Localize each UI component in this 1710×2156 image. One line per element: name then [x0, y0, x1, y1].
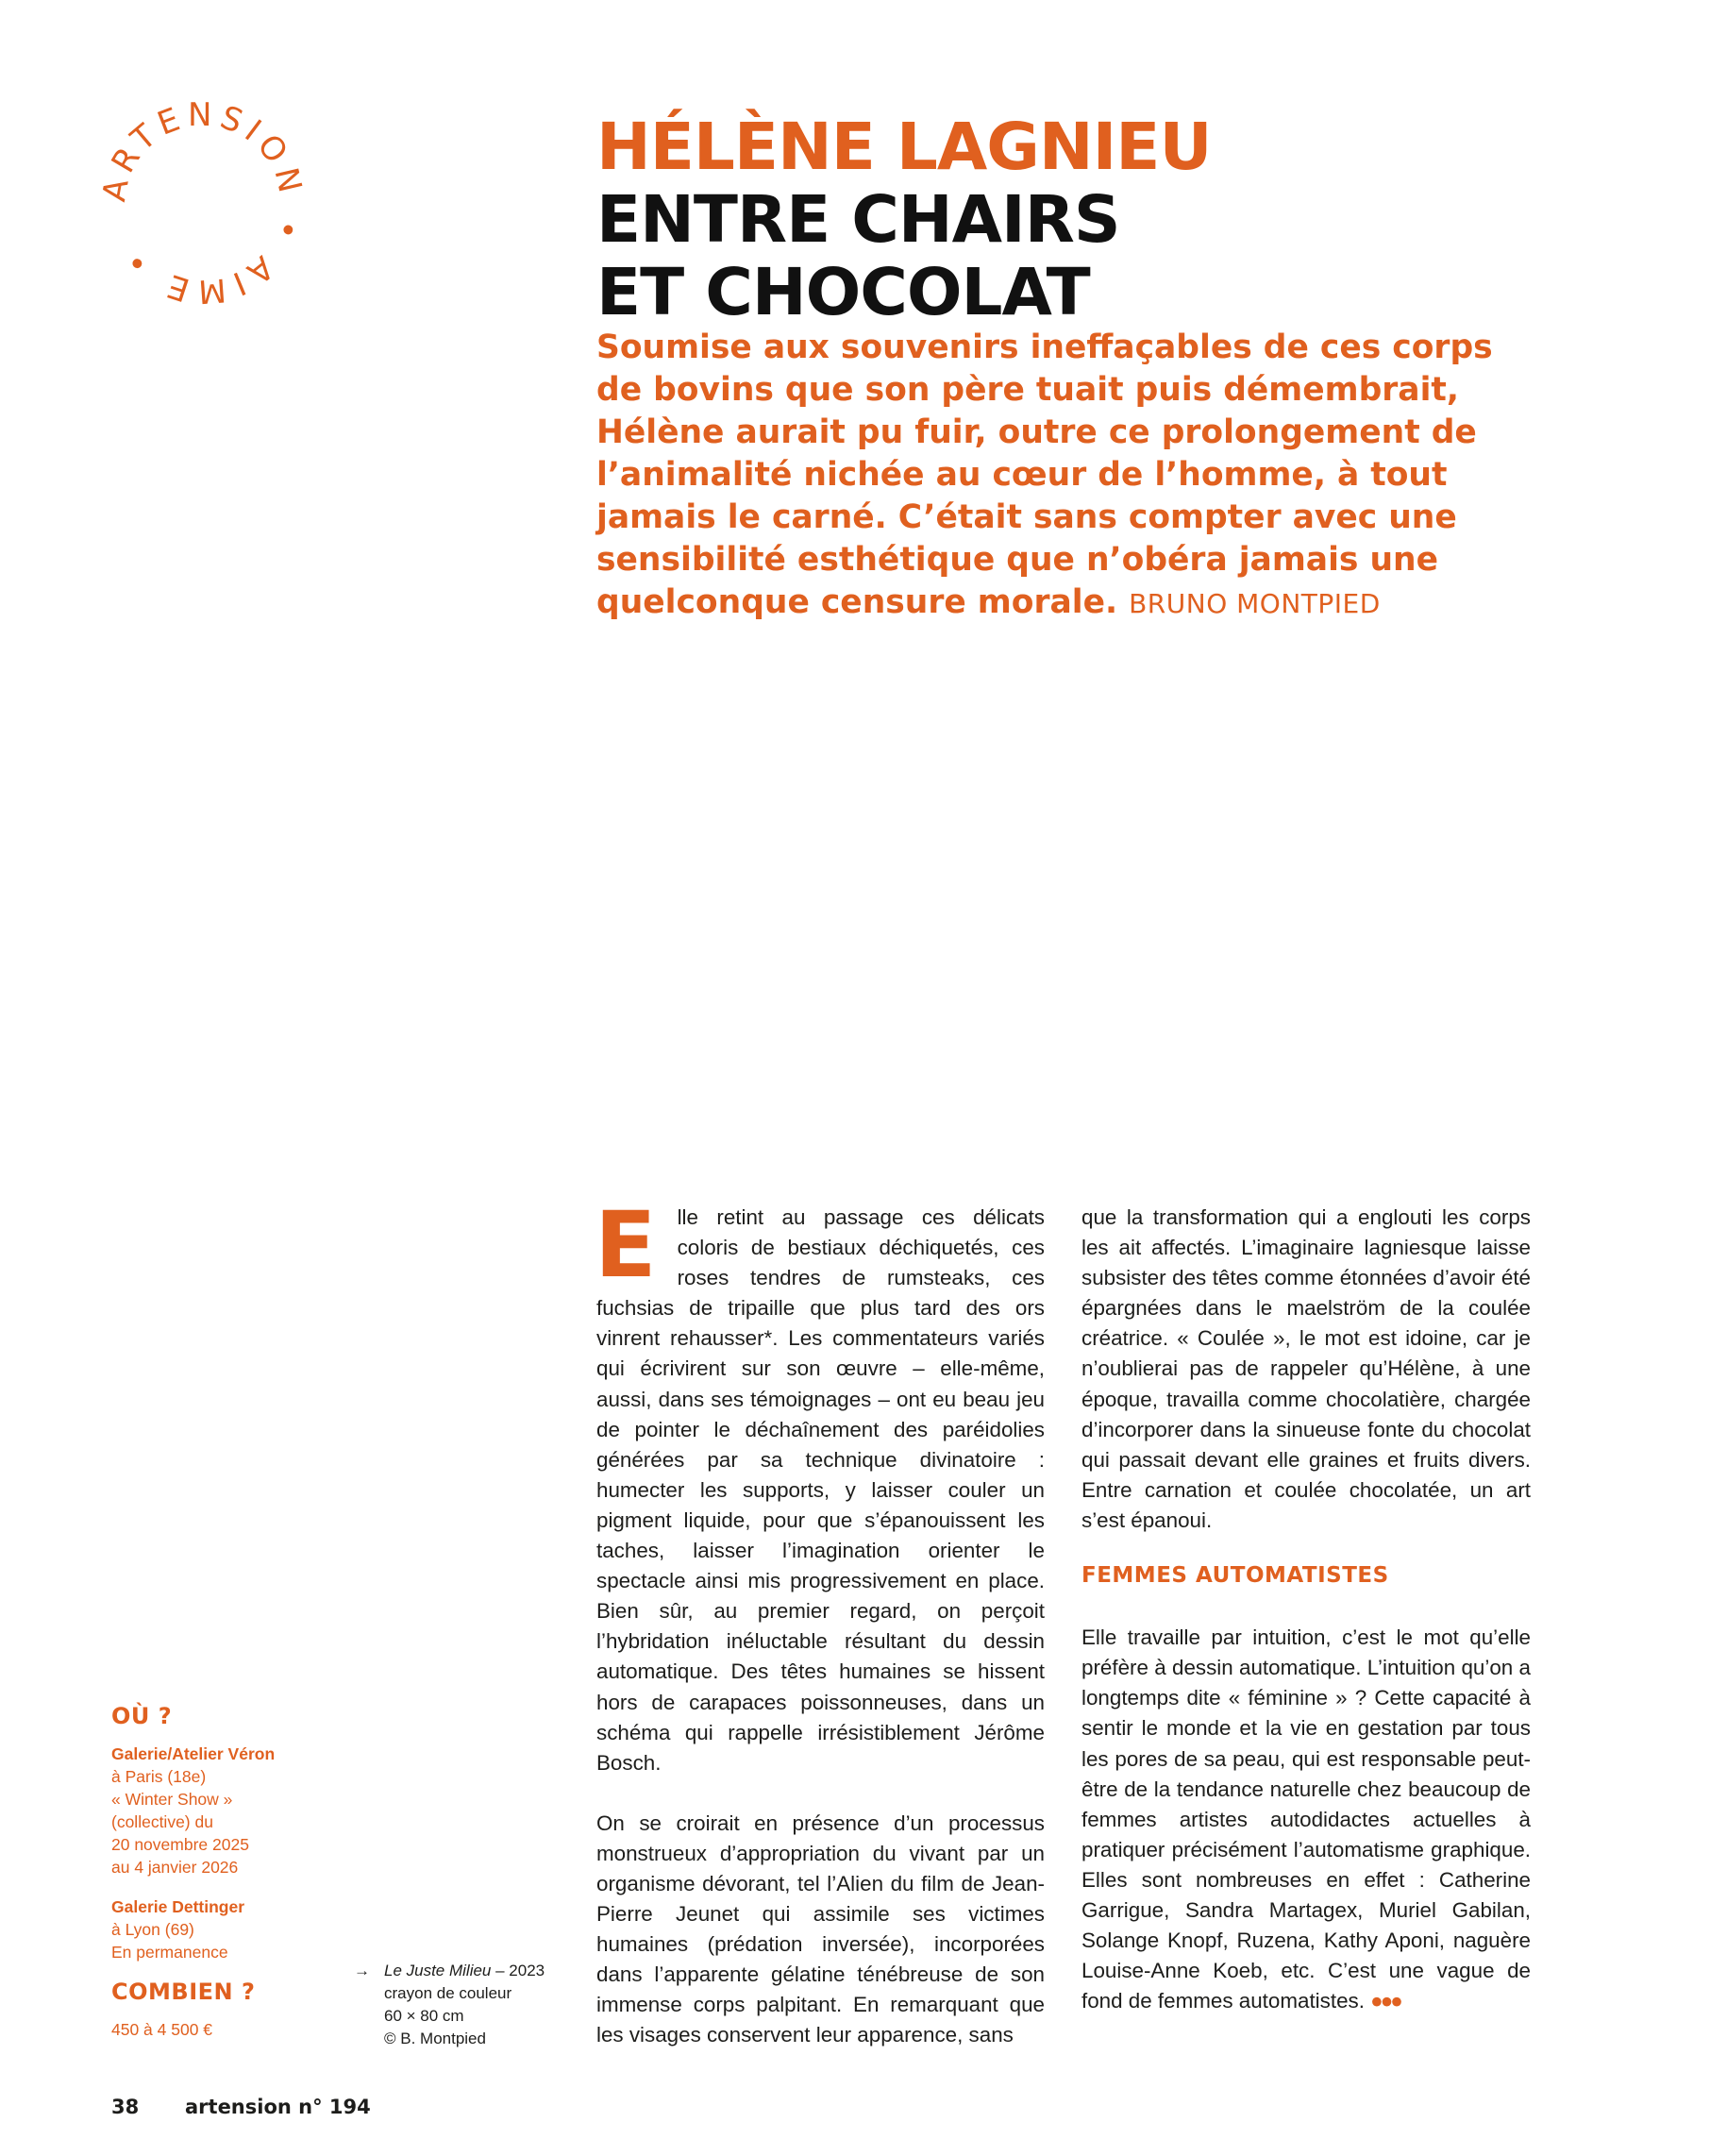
paragraph-1-text: lle retint au passage ces délicats coloris de bestiaux déchiquetés, ces roses tendres de rumsteaks, ces fuchsias de tripaille que plus tard des ors vinrent rehausser*. Les commentateurs variés qui écrivirent sur son œuvre – elle-même, aussi, dans ses témoignages – ont eu beau jeu de pointer le déchaînement des paréidolies générées par sa technique divinatoire : humecter les supports, y laisser couler un pigment liquide, pour que s’épanouissent les taches, laisser l’imagination orienter le spectacle ainsi mis progressivement en place. Bien sûr, au premier regard, on perçoit l’hybridation inéluctable résultant du dessin automatique. Des têtes humaines se hissent hors de carapaces poissonneuses, dans un schéma qui rappelle irrésistiblement Jérôme Bosch. — [596, 1205, 1045, 1775]
venue-1-line: (collective) du — [111, 1812, 213, 1831]
standfirst-text: Soumise aux souvenirs ineffaçables de ces corps de bovins que son père tuait puis démembrait, Hélène aurait pu fuir, outre ce prolongement de l’animalité nichée au cœur de l’homme, à tout jamais le carné. C’était sans compter avec une sensibilité esthétique que n’obéra jamais une quelconque censure morale. — [596, 328, 1493, 621]
headline-line-2: ENTRE CHAIRS — [596, 182, 1120, 258]
info-where — [111, 1703, 338, 2041]
logo-text: ARTENSION • AIME • — [95, 95, 310, 312]
caption-dimensions: 60 × 80 cm — [384, 2007, 464, 2025]
arrow-right-icon: → — [354, 1962, 370, 1979]
article-column-1 — [595, 1192, 1045, 2051]
standfirst — [596, 327, 1540, 625]
caption-credit: © B. Montpied — [384, 2030, 486, 2047]
venue-1-line: « Winter Show » — [111, 1790, 233, 1809]
price-title: COMBIEN ? — [111, 1979, 256, 2005]
venue-1-line: au 4 janvier 2026 — [111, 1858, 239, 1877]
magazine-issue: artension n° 194 — [185, 2096, 371, 2118]
caption-title: Le Juste Milieu — [384, 1962, 492, 1979]
drop-cap: E — [595, 1192, 657, 1298]
caption-title-line — [384, 1960, 580, 1982]
paragraph-1 — [595, 1192, 1045, 1778]
venue-1-name: Galerie/Atelier Véron — [111, 1744, 276, 1763]
image-caption — [354, 1960, 580, 2050]
price-range: 450 à 4 500 € — [111, 2020, 213, 2039]
venue-1-line: à Paris (18e) — [111, 1767, 207, 1786]
end-mark-icon: ●●● — [1370, 1989, 1400, 2013]
paragraph-4 — [1081, 1623, 1531, 2016]
where-title: OÙ ? — [111, 1703, 173, 1729]
article-column-2 — [1081, 1203, 1531, 2016]
venue-2-line: En permanence — [111, 1943, 228, 1962]
paragraph-2: On se croirait en présence d’un processus monstrueux d’appropriation du vivant par un organisme dévorant, tel l’Alien du film de Jean-Pierre Jeunet qui assimile ses victimes humaines (prédation inversée), incorporées dans l’apparente gélatine ténébreuse de son immense corps palpitant. En remarquant que les visages conservent leur apparence, sans — [596, 1811, 1045, 2047]
author-byline: BRUNO MONTPIED — [1129, 588, 1381, 619]
headline-line-3: ET CHOCOLAT — [596, 255, 1090, 330]
paragraph-4-text: Elle travaille par intuition, c’est le mot qu’elle préfère à dessin automatique. L’intuition qu’on a longtemps dite « féminine » ? Cette capacité à sentir le monde et la vie en gestation par tous les pores de sa peau, qui est responsable peut-être de la tendance naturelle chez beaucoup de femmes artistes autodidactes actuelles à pratiquer précisément l’automatisme graphique. Elles sont nombreuses en effet : Catherine Garrigue, Sandra Martagex, Muriel Gabilan, Solange Knopf, Ruzena, Kathy Aponi, naguère Louise-Anne Koeb, etc. C’est une vague de fond de femmes automatistes. — [1081, 1625, 1531, 2013]
headline-artist-name: HÉLÈNE LAGNIEU — [596, 109, 1212, 185]
artension-aime-logo — [94, 94, 311, 312]
svg-text:ARTENSION • AIME • — [95, 96, 310, 311]
caption-medium: crayon de couleur — [384, 1984, 512, 2002]
paragraph-3: que la transformation qui a englouti les corps les ait affectés. L’imaginaire lagniesque laisse subsister des têtes comme étonnées d’avoir été épargnées dans le maelström de la coulée créatrice. « Coulée », le mot est idoine, car je n’oublierai pas de rappeler qu’Hélène, à une époque, travailla comme chocolatière, chargée d’incorporer dans la sinueuse fonte du chocolat qui passait devant elle graines et fruits divers. Entre carnation et coulée chocolatée, un art s’est épanoui. — [1081, 1205, 1531, 1532]
venue-1-line: 20 novembre 2025 — [111, 1835, 249, 1854]
headline — [596, 111, 1635, 329]
page-number: 38 — [111, 2096, 140, 2118]
venue-2-line: à Lyon (69) — [111, 1920, 194, 1939]
caption-year: – 2023 — [491, 1962, 545, 1979]
subheading: FEMMES AUTOMATISTES — [1081, 1563, 1389, 1589]
venue-2-name: Galerie Dettinger — [111, 1897, 245, 1916]
